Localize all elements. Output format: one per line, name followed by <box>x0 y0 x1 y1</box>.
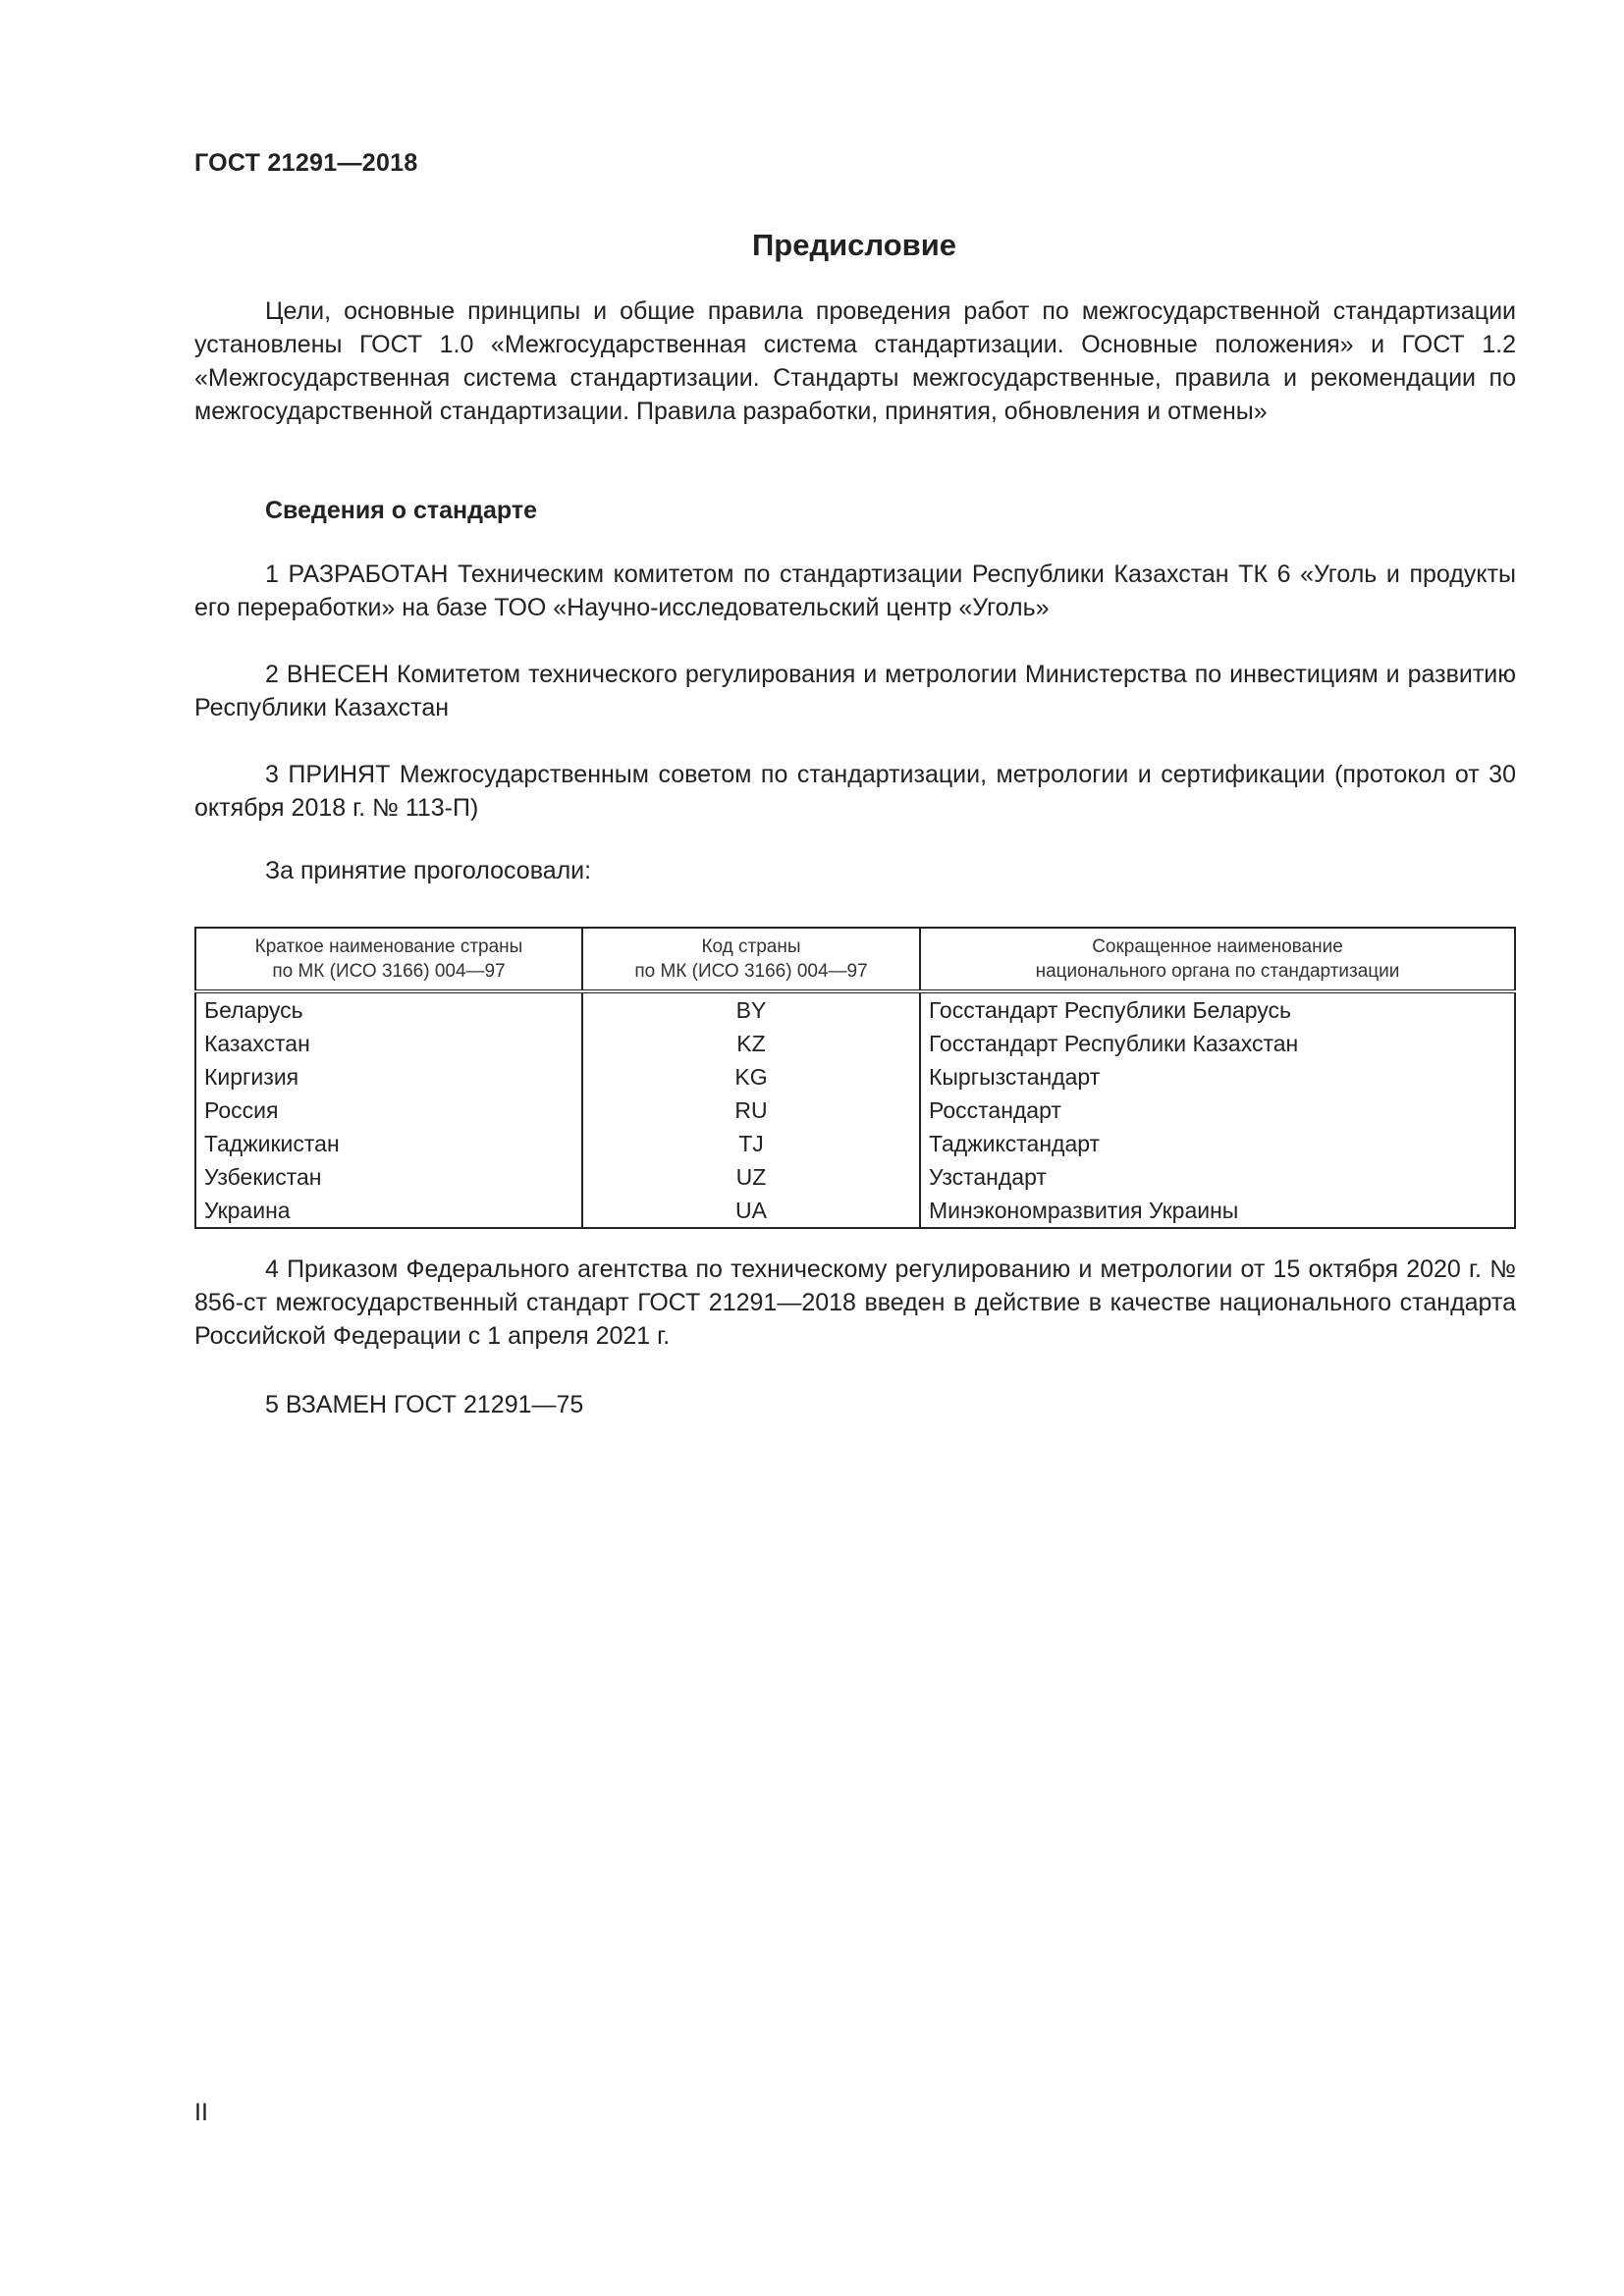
table-row <box>195 1027 1515 1060</box>
organization-cell: Госстандарт Республики Беларусь <box>920 991 1515 1027</box>
table-row <box>195 991 1515 1027</box>
header-text: по МК (ИСО 3166) 004—97 <box>272 961 506 982</box>
header-text: Код страны <box>701 936 801 957</box>
item-enacted: 4 Приказом Федерального агентства по техническому регулированию и метрологии от 15 октября 2020 г. № 856-ст межгосударственный стандарт ГОСТ 21291—2018 введен в действие в качестве национального стандарта Российской Федерации с 1 апреля 2021 г. <box>194 1255 1516 1350</box>
country-cell: Беларусь <box>195 991 582 1027</box>
document-code: ГОСТ 21291—2018 <box>194 149 418 177</box>
header-text: Сокращенное наименование <box>1092 936 1343 957</box>
code-cell: KZ <box>582 1027 920 1060</box>
code-cell: RU <box>582 1094 920 1127</box>
item-replaces: 5 ВЗАМЕН ГОСТ 21291—75 <box>265 1391 584 1418</box>
organization-cell: Росстандарт <box>920 1094 1515 1127</box>
code-cell: UZ <box>582 1160 920 1194</box>
country-cell: Таджикистан <box>195 1127 582 1160</box>
column-header-code <box>582 928 920 991</box>
standard-info-heading: Сведения о стандарте <box>265 497 538 524</box>
table-row <box>195 1160 1515 1194</box>
voting-countries-table <box>194 927 1516 1229</box>
page-title: Предисловие <box>751 228 956 262</box>
table-row <box>195 1194 1515 1228</box>
page-number: II <box>194 2099 208 2126</box>
header-text: Краткое наименование страны <box>254 936 523 957</box>
column-header-country <box>195 928 582 991</box>
item-submitted: 2 ВНЕСЕН Комитетом технического регулирования и метрологии Министерства по инвестициям и развитию Республики Казахстан <box>194 661 1516 721</box>
country-cell: Узбекистан <box>195 1160 582 1194</box>
header-text: национального органа по стандартизации <box>1035 961 1400 982</box>
table-row <box>195 1060 1515 1094</box>
organization-cell: Минэкономразвития Украины <box>920 1194 1515 1228</box>
organization-cell: Госстандарт Республики Казахстан <box>920 1027 1515 1060</box>
country-cell: Россия <box>195 1094 582 1127</box>
voted-label: За принятие проголосовали: <box>265 857 592 884</box>
table-header-row <box>195 928 1515 991</box>
country-cell: Казахстан <box>195 1027 582 1060</box>
organization-cell: Кыргызстандарт <box>920 1060 1515 1094</box>
organization-cell: Узстандарт <box>920 1160 1515 1194</box>
column-header-organization <box>920 928 1515 991</box>
country-cell: Украина <box>195 1194 582 1228</box>
item-developed: 1 РАЗРАБОТАН Техническим комитетом по стандартизации Республики Казахстан ТК 6 «Уголь и продукты его переработки» на базе ТОО «Научно-исследовательский центр «Уголь» <box>194 561 1516 621</box>
header-text: по МК (ИСО 3166) 004—97 <box>634 961 868 982</box>
code-cell: BY <box>582 991 920 1027</box>
organization-cell: Таджикстандарт <box>920 1127 1515 1160</box>
country-cell: Киргизия <box>195 1060 582 1094</box>
code-cell: KG <box>582 1060 920 1094</box>
intro-paragraph: Цели, основные принципы и общие правила проведения работ по межгосударственной стандартизации установлены ГОСТ 1.0 «Межгосударственная система стандартизации. Основные положения» и ГОСТ 1.2 «Межгосударственная система стандартизации. Стандарты межгосударственные, правила и рекомендации по межгосударственной стандартизации. Правила разработки, принятия, обновления и отмены» <box>194 297 1516 425</box>
table-row <box>195 1127 1515 1160</box>
code-cell: UA <box>582 1194 920 1228</box>
table-row <box>195 1094 1515 1127</box>
item-adopted: 3 ПРИНЯТ Межгосударственным советом по стандартизации, метрологии и сертификации (протокол от 30 октября 2018 г. № 113-П) <box>194 761 1516 822</box>
code-cell: TJ <box>582 1127 920 1160</box>
